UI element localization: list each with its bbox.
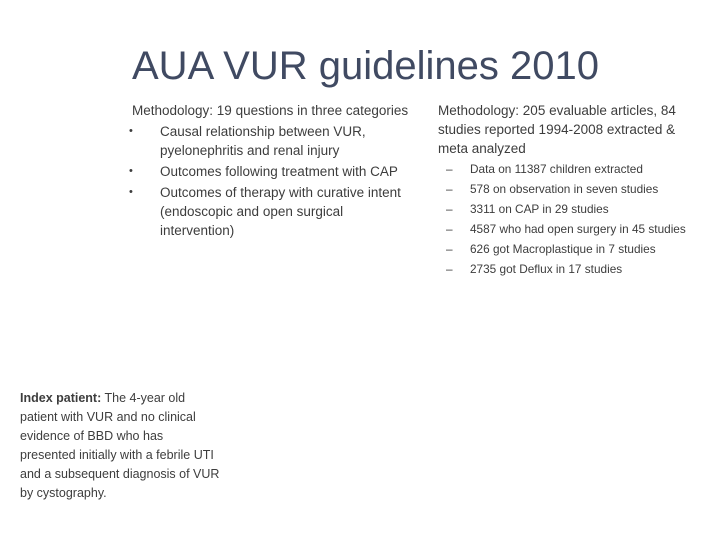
dash-icon: – [446, 222, 453, 236]
bullet-icon: • [129, 125, 133, 137]
list-item [438, 241, 698, 258]
left-column [129, 101, 412, 240]
list-item-text: 2735 got Deflux in 17 studies [470, 262, 623, 276]
list-item-text: 3311 on CAP in 29 studies [470, 202, 609, 216]
right-column [438, 101, 698, 278]
list-item [129, 162, 412, 181]
dash-icon: – [446, 242, 453, 256]
list-item-text: Outcomes of therapy with curative intent (endoscopic and open surgical intervention) [160, 185, 401, 238]
slide-title: AUA VUR guidelines 2010 [132, 44, 599, 88]
list-item [438, 221, 698, 238]
index-patient-label: Index patient: [20, 391, 102, 405]
list-item [129, 183, 412, 240]
right-methodology-lead: Methodology: 205 evaluable articles, 84 studies reported 1994-2008 extracted & meta analyzed [438, 103, 676, 156]
list-item-text: Causal relationship between VUR, pyelonephritis and renal injury [160, 124, 366, 158]
index-patient-note [20, 389, 220, 503]
list-item-text: 578 on observation in seven studies [470, 182, 659, 196]
list-item-text: 4587 who had open surgery in 45 studies [470, 222, 686, 236]
left-methodology-lead: Methodology: 19 questions in three categories [132, 103, 409, 118]
list-item-text: Data on 11387 children extracted [470, 162, 643, 176]
dash-icon: – [446, 202, 453, 216]
right-dash-list [438, 161, 698, 278]
dash-icon: – [446, 182, 453, 196]
list-item [438, 201, 698, 218]
dash-icon: – [446, 162, 453, 176]
bullet-icon: • [129, 186, 133, 198]
list-item [129, 122, 412, 160]
left-bullet-list [129, 122, 412, 240]
list-item [438, 261, 698, 278]
list-item [438, 181, 698, 198]
list-item-text: Outcomes following treatment with CAP [160, 164, 398, 179]
dash-icon: – [446, 262, 453, 276]
bullet-icon: • [129, 165, 133, 177]
list-item-text: 626 got Macroplastique in 7 studies [470, 242, 656, 256]
index-patient-text: The 4-year old patient with VUR and no clinical evidence of BBD who has presented initially with a febrile UTI and a subsequent diagnosis of VUR by cystography. [20, 391, 220, 500]
list-item [438, 161, 698, 178]
